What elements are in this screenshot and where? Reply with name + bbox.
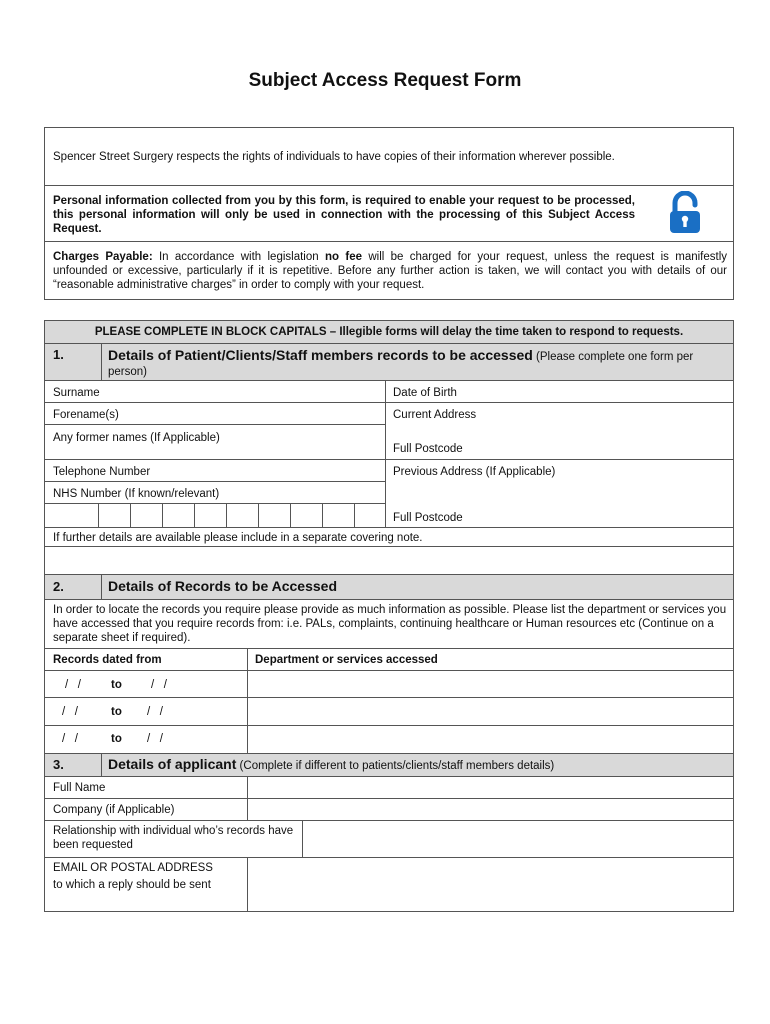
section2-intro: In order to locate the records you require please provide as much information as possible. Please list the department or services you have accessed that you require records from: i.e. PALs, complaints, continuing healthcare or Human resources etc (Continue on a separate sheet if required). <box>53 604 727 644</box>
section1-subtitle: (Please complete one form per person) <box>108 351 694 378</box>
divider <box>45 527 733 528</box>
current-address-field[interactable] <box>386 403 733 459</box>
divider <box>45 599 733 600</box>
full-name-field[interactable] <box>248 777 733 798</box>
department-field[interactable] <box>248 726 733 753</box>
date-until[interactable]: / / <box>147 706 163 718</box>
nhs-digit-box[interactable] <box>194 503 195 527</box>
charges-text <box>53 250 727 292</box>
section3-subtitle: (Complete if different to patients/clients/staff members details) <box>236 760 555 772</box>
surname-field[interactable] <box>45 381 385 402</box>
personal-info-text: Personal information collected from you by this form, is required to enable your request to be processed, this personal information will only be used in connection with the processing of this Subject Access Request. <box>53 195 635 235</box>
divider <box>45 481 385 482</box>
former-names-field[interactable] <box>45 425 385 459</box>
telephone-label: Telephone Number <box>53 466 151 478</box>
current-address-label: Current Address <box>393 409 477 421</box>
page-title: Subject Access Request Form <box>248 70 522 91</box>
email-sublabel: to which a reply should be sent <box>53 879 211 891</box>
relationship-label: Relationship with individual who’s records have been requested <box>53 825 294 851</box>
records-dated-header: Records dated from <box>53 654 162 666</box>
charges-text-2: will be charged for your request, unless the request is manifestly unfounded or excessive, particularly if it is repetitive. Before any further action is taken, we will contact you with details of our “reasonable administrative charges” in order to comply with your request. <box>53 251 728 291</box>
section1-title <box>108 348 728 380</box>
former-names-label: Any former names (If Applicable) <box>53 432 220 444</box>
divider <box>45 241 733 242</box>
date-to-label: to <box>111 733 122 745</box>
nhs-digit-box[interactable] <box>226 503 227 527</box>
nhs-digit-box[interactable] <box>258 503 259 527</box>
full-name-label: Full Name <box>53 782 106 794</box>
main-form <box>44 320 734 912</box>
divider <box>101 575 102 599</box>
surname-label: Surname <box>53 387 100 399</box>
email-address-field[interactable] <box>248 858 733 912</box>
further-details-field[interactable] <box>45 547 733 574</box>
charges-label: Charges Payable: <box>53 251 153 263</box>
full-postcode-label: Full Postcode <box>393 512 463 524</box>
nhs-digit-box[interactable] <box>354 503 355 527</box>
nhs-digit-box[interactable] <box>130 503 131 527</box>
forenames-field[interactable] <box>45 403 385 424</box>
company-label: Company (if Applicable) <box>53 804 175 816</box>
forenames-label: Forename(s) <box>53 409 119 421</box>
section3-title-text: Details of applicant <box>108 756 237 772</box>
date-from[interactable]: / / <box>62 733 78 745</box>
further-details-text: If further details are available please include in a separate covering note. <box>53 532 423 544</box>
divider <box>45 503 385 504</box>
no-fee-text: no fee <box>324 251 362 263</box>
telephone-field[interactable] <box>45 460 385 481</box>
previous-address-field[interactable] <box>386 460 733 527</box>
nhs-number-label: NHS Number (If known/relevant) <box>53 488 220 500</box>
nhs-digit-box[interactable] <box>322 503 323 527</box>
section1-title-text: Details of Patient/Clients/Staff members records to be accessed <box>108 347 533 363</box>
block-capitals-text: PLEASE COMPLETE IN BLOCK CAPITALS – Illegible forms will delay the time taken to respond to requests. <box>94 326 684 338</box>
divider <box>101 344 102 380</box>
nhs-digit-box[interactable] <box>98 503 99 527</box>
section2-number: 2. <box>53 579 64 594</box>
nhs-digit-box[interactable] <box>162 503 163 527</box>
section3-title <box>108 757 728 773</box>
date-from[interactable]: / / <box>65 679 81 691</box>
department-field[interactable] <box>248 671 733 697</box>
department-header: Department or services accessed <box>255 654 438 666</box>
date-to-label: to <box>111 706 122 718</box>
section1-number: 1. <box>53 347 64 362</box>
department-field[interactable] <box>248 698 733 725</box>
divider <box>45 185 733 186</box>
previous-address-label: Previous Address (If Applicable) <box>393 466 556 478</box>
date-from[interactable]: / / <box>62 706 78 718</box>
nhs-digit-box[interactable] <box>290 503 291 527</box>
dob-field[interactable] <box>386 381 733 402</box>
date-to-label: to <box>111 679 122 691</box>
section2-title: Details of Records to be Accessed <box>108 578 338 594</box>
section3-number: 3. <box>53 757 64 772</box>
date-until[interactable]: / / <box>151 679 167 691</box>
charges-text-1: In accordance with legislation <box>152 251 325 263</box>
info-box <box>44 127 734 300</box>
relationship-field[interactable] <box>303 821 733 857</box>
divider <box>45 648 733 649</box>
company-field[interactable] <box>248 799 733 820</box>
padlock-icon <box>667 191 703 235</box>
date-until[interactable]: / / <box>147 733 163 745</box>
email-label: EMAIL OR POSTAL ADDRESS <box>53 862 213 874</box>
intro-text: Spencer Street Surgery respects the rights of individuals to have copies of their information wherever possible. <box>53 151 615 163</box>
divider <box>101 754 102 776</box>
full-postcode-label: Full Postcode <box>393 443 463 455</box>
dob-label: Date of Birth <box>393 387 457 399</box>
